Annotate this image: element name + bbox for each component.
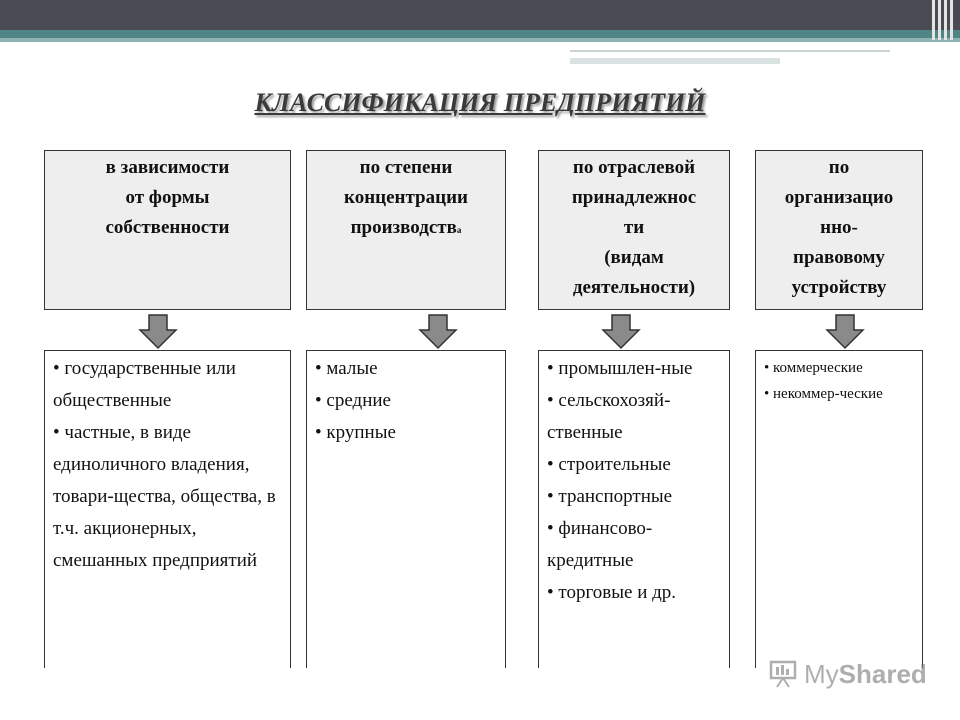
list-item: • частные, в виде единоличного владения, товари-щества, общества, в т.ч. акционерных, смешанных предприятий: [53, 417, 284, 577]
decorative-line: [570, 50, 890, 52]
category-list-concentration: [306, 350, 506, 668]
list-item: • малые: [315, 353, 499, 385]
header-line: устройству: [791, 277, 887, 298]
presentation-board-icon: [768, 660, 798, 688]
myshared-watermark: [768, 658, 928, 690]
header-line: по отраслевой: [572, 157, 696, 178]
category-header-legal-form: [755, 150, 923, 310]
list-item: • промышлен-ные: [547, 353, 723, 385]
down-arrow-icon: [138, 314, 178, 350]
decorative-stripes: [932, 0, 954, 40]
header-line: по степени: [359, 157, 453, 178]
category-list-legal-form: [755, 350, 923, 668]
down-arrow-icon: [825, 314, 865, 350]
top-accent-stripe: [0, 30, 960, 38]
list-item: • строительные: [547, 449, 723, 481]
category-list-ownership: [44, 350, 291, 668]
header-line: в зависимости: [105, 157, 230, 178]
header-line: (видам: [604, 247, 664, 268]
header-suffix: а: [456, 225, 462, 235]
category-header-ownership: [44, 150, 291, 310]
list-item: • финансово-кредитные: [547, 513, 723, 577]
header-line: ти: [623, 217, 645, 238]
category-header-concentration: [306, 150, 506, 310]
down-arrow-icon: [601, 314, 641, 350]
list-item: • крупные: [315, 417, 499, 449]
top-accent-stripe-light: [0, 38, 960, 42]
slide-title: КЛАССИФИКАЦИЯ ПРЕДПРИЯТИЙ: [254, 88, 706, 117]
header-line: правовому: [793, 247, 885, 268]
header-line: собственности: [105, 217, 230, 238]
category-list-industry: [538, 350, 730, 668]
category-header-industry: [538, 150, 730, 310]
list-item: • торговые и др.: [547, 577, 723, 609]
header-line: от формы: [125, 187, 210, 208]
list-item: • средние: [315, 385, 499, 417]
header-line: организацио: [784, 187, 894, 208]
header-line: производств: [350, 217, 457, 238]
header-line-wrap: [307, 213, 505, 245]
header-line: по: [828, 157, 850, 178]
top-bar: [0, 0, 960, 30]
list-item: • сельскохозяй-ственные: [547, 385, 723, 449]
header-line: деятельности): [572, 277, 696, 298]
header-line: принадлежнос: [571, 187, 697, 208]
watermark-text: MyShared: [804, 658, 927, 689]
list-item: • транспортные: [547, 481, 723, 513]
header-line: концентрации: [344, 187, 468, 208]
header-line: нно-: [820, 217, 858, 238]
list-item: • коммерческие: [764, 355, 916, 381]
list-item: • государственные или общественные: [53, 353, 284, 417]
decorative-line: [570, 58, 780, 64]
list-item: • некоммер-ческие: [764, 381, 916, 407]
down-arrow-icon: [418, 314, 458, 350]
